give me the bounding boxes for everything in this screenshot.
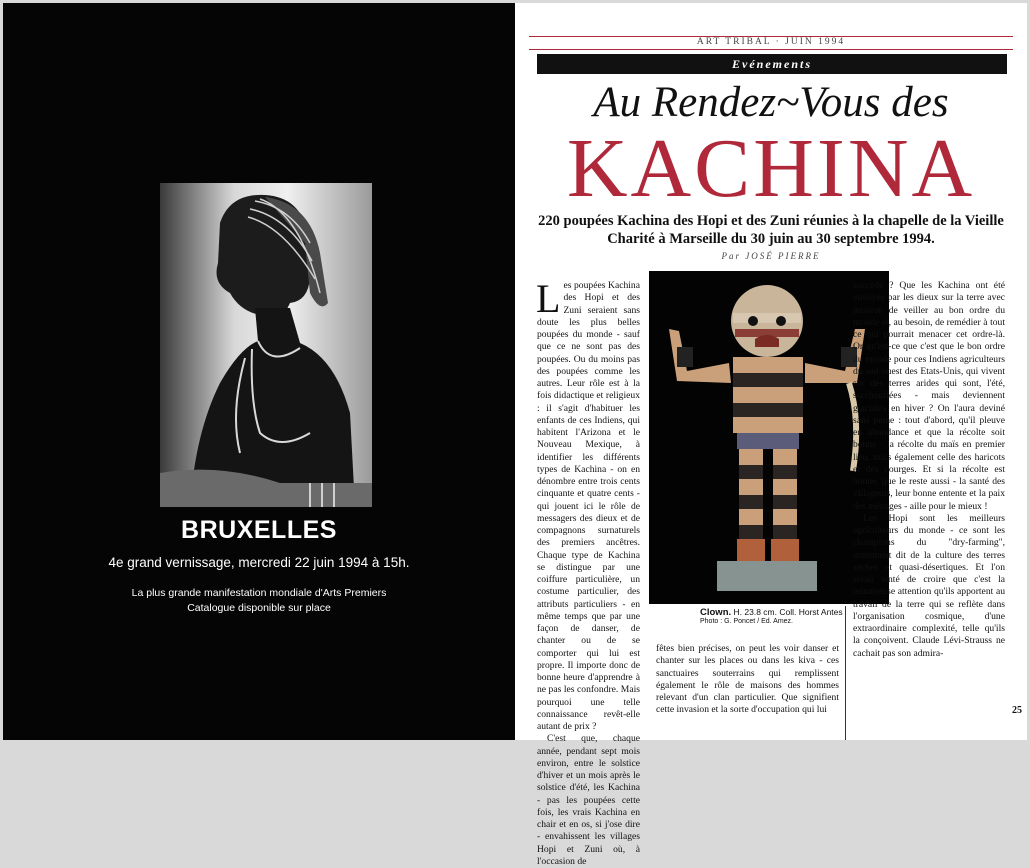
portrait-photo [160,183,372,507]
column-3 [853,280,1005,660]
vernissage-date: 4e grand vernissage, mercredi 22 juin 1994 à 15h. [108,555,410,570]
caption-detail: H. 23.8 cm. Coll. Horst Antes [733,607,843,617]
column-1 [536,276,640,868]
column-divider [845,606,846,740]
left-page [3,3,515,740]
article-deck: 220 poupées Kachina des Hopi et des Zuni réunies à la chapelle de la Vieille Charité à Marseille du 30 juin au 30 septembre 1994. [538,213,1004,247]
bruxelles-title: BRUXELLES [181,516,337,544]
drop-cap: L [536,276,561,321]
caption-title: Clown. [700,607,732,618]
catalogue-line: Catalogue disponible sur place [187,602,331,614]
page-number: 25 [1012,705,1022,716]
portrait-silhouette [160,183,372,507]
magazine-spread [3,3,1027,867]
section-bar: Evénements [537,54,1007,74]
caption-line-1 [700,607,843,618]
col1-paragraph-1: es poupées Kachina des Hopi et des Zuni seraient sans doute les plus belles poupées du monde - sauf que ce ne sont pas des poupées. Ou du moins pas des poupées comme les autres. Leur rôle est à la fois didactique et religieux : il s'agit d'habituer les enfants de ces Indiens, qui habitent l'Arizona et le Nouveau Mexique, à identifier les différents types de Kachina - on en dénombre entre trois cents cinquante et quatre cents - qui jouent ici le rôle de messagers des dieux et de compagnons surnaturels des premiers ancêtres. Chaque type de Kachina se distingue par une coiffure particulière, un costume particulier, des attributs particuliers - en même temps que par une façon de danser, de chanter ou de se comporter qui lui est propre. Il importe donc de bonne heure d'apprendre à ne pas les confondre. Mais pourquoi une telle connaissance revêt-elle autant de prix ? [537,280,640,732]
right-page [515,3,1027,867]
col3-paragraph-2: Les Hopi sont les meilleurs agriculteurs du monde - ce sont les champions du "dry-farming", autrement dit de la culture des terres sèches et quasi-désertiques. Et l'on serait tenté de croire que c'est la minutieuse attention qu'ils apportent au travail de la terre qui se reflète dans l'organisation cosmique, d'une extraordinaire complexité, telle qu'ils la conçoivent. Claude Lévi-Strauss ne cachait pas son admira- [853,512,1005,659]
byline: Par JOSÉ PIERRE [721,251,821,261]
headline-kachina: KACHINA [566,122,976,215]
header-rule-bottom [529,49,1013,50]
col3-paragraph-1: succède ? Que les Kachina ont été envoyés par les dieux sur la terre avec mission de veiller au bon ordre du monde et, au besoin, de remédier à tout ce qui pourrait menacer cet ordre-là. Or qu'est-ce que c'est que le bon ordre du monde pour ces Indiens agriculteurs du sud-ouest des Etats-Unis, qui vivent sur des terres arides qui sont, l'été, surchauffées - mais deviennent glaciales en hiver ? On l'aura deviné sans peine : tout d'abord, qu'il pleuve en abondance et que la récolte soit bonne - la récolte du maïs en premier lieu, mais également celle des haricots et des courges. Et si la récolte est bonne, que le reste aussi - la santé des villageois, leur bonne entente et la paix des ménages - aille pour le mieux ! [853,280,1005,512]
running-header: ART TRIBAL · JUIN 1994 [696,37,846,47]
col2-paragraph: fêtes bien précises, on peut les voir danser et chanter sur les places ou dans les kiva - ces sanctuaires souterrains qui remplissent également le rôle de maisons des hommes relevant d'un clan particulier. Que signifient cette invasion et la sorte d'occupation qui lui [656,643,839,716]
headline-line1: Au Rendez~Vous des [593,79,949,126]
col1-paragraph-2: C'est que, chaque année, pendant sept mois environ, entre le solstice d'hiver et un mois après le solstice d'été, les Kachina - pas les poupées cette fois, les vrais Kachina en chair et en os, si j'ose dire - envahissent les villages Hopi et Zuni où, à l'occasion de [537,733,640,867]
caption-photo-credit: Photo : G. Poncet / Ed. Amez. [700,618,793,625]
manifestation-line: La plus grande manifestation mondiale d'Arts Premiers [131,587,387,599]
column-2 [656,643,839,717]
